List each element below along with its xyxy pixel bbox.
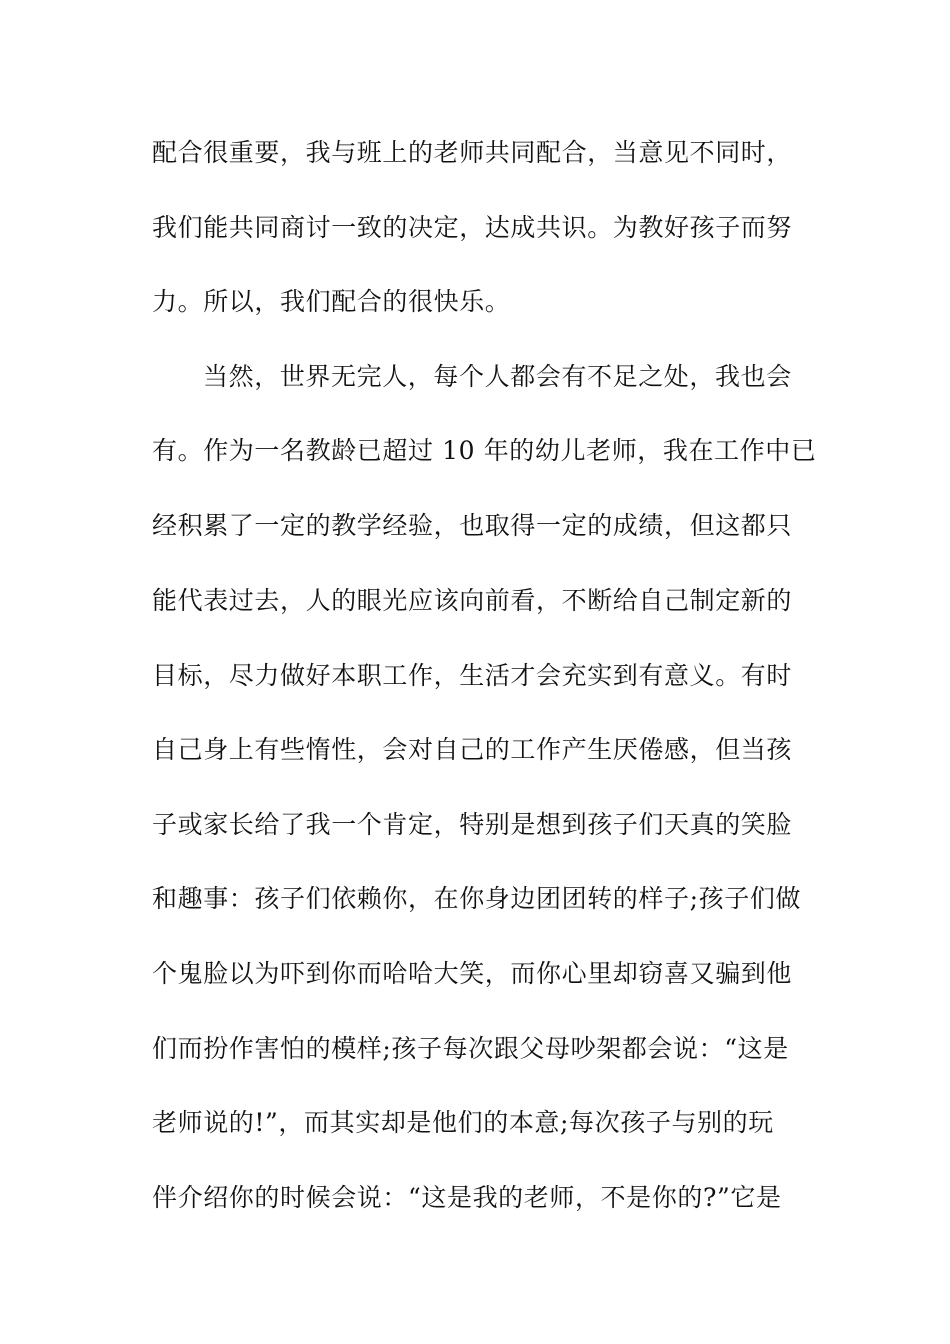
text-line: 伴介绍你的时候会说：“这是我的老师，不是你的?”它是 xyxy=(152,1183,782,1212)
text-line: 目标，尽力做好本职工作，生活才会充实到有意义。有时 xyxy=(152,661,793,690)
text-line: 配合很重要，我与班上的老师共同配合，当意见不同时， xyxy=(152,138,793,167)
text-line: 经积累了一定的教学经验，也取得一定的成绩，但这都只 xyxy=(152,511,793,540)
text-line: 自己身上有些惰性，会对自己的工作产生厌倦感，但当孩 xyxy=(152,735,793,764)
text-line: 个鬼脸以为吓到你而哈哈大笑，而你心里却窃喜又骗到他 xyxy=(152,959,793,988)
text-line: 子或家长给了我一个肯定，特别是想到孩子们天真的笑脸 xyxy=(152,810,793,839)
text-line: 老师说的!”，而其实却是他们的本意;每次孩子与别的玩 xyxy=(152,1108,774,1137)
text-line: 们而扮作害怕的模样;孩子每次跟父母吵架都会说：“这是 xyxy=(152,1034,789,1063)
paragraph-first-line: 当然，世界无完人，每个人都会有不足之处，我也会 xyxy=(203,362,792,391)
text-line: 和趣事：孩子们依赖你，在你身边团团转的样子;孩子们做 xyxy=(152,884,802,913)
text-line: 我们能共同商讨一致的决定，达成共识。为教好孩子而努 xyxy=(152,213,793,242)
text-line: 有。作为一名教龄已超过 10 年的幼儿老师，我在工作中已 xyxy=(152,436,817,465)
text-line: 能代表过去，人的眼光应该向前看，不断给自己制定新的 xyxy=(152,586,793,615)
text-line: 力。所以，我们配合的很快乐。 xyxy=(152,287,511,316)
